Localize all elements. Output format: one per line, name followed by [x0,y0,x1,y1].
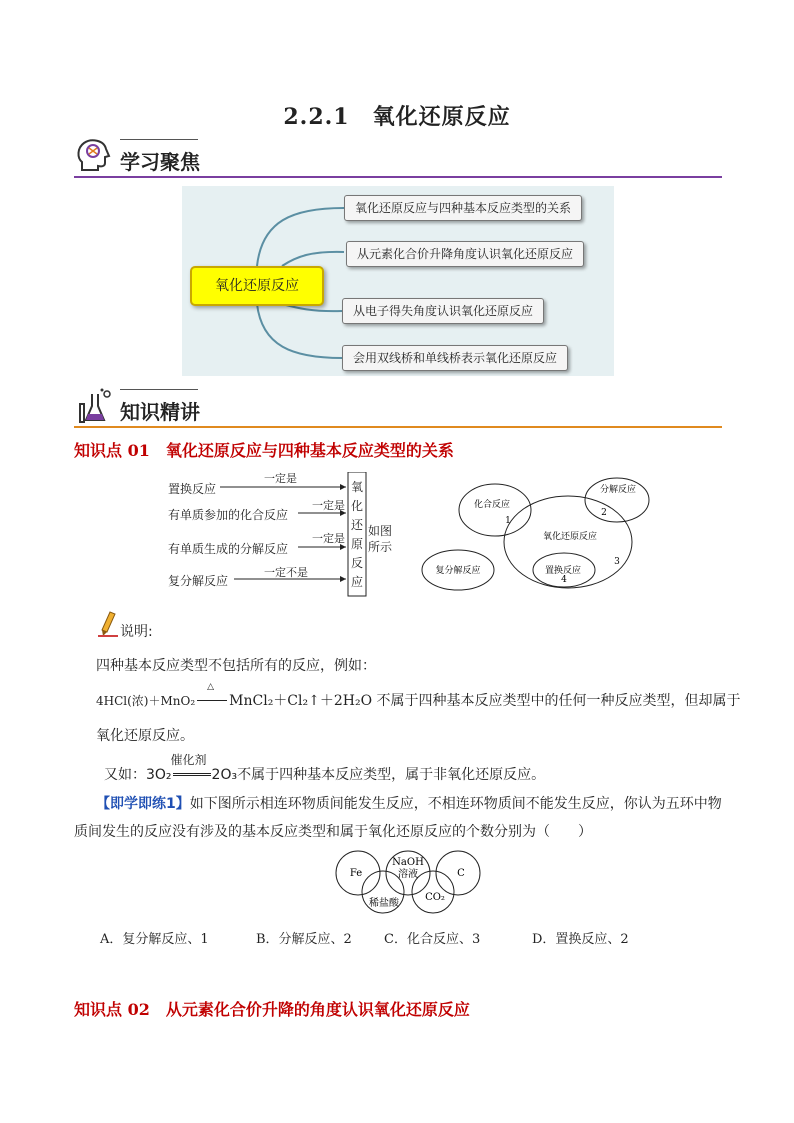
venn-number-3: 3 [614,557,620,567]
kp1-number: 知识点 01 [74,441,150,460]
kp2-number: 知识点 02 [74,1000,150,1019]
relation-arrow-label-1: 一定是 [264,472,297,485]
mindmap-center: 氧化还原反应 [190,266,324,306]
explain-line-1: 四种基本反应类型不包括所有的反应，例如： [96,658,376,674]
relation-left-4: 复分解反应 [168,574,229,588]
focus-section-header [74,136,722,178]
practice-tag: 【即学即练1】 [96,796,190,812]
kp2-heading [74,997,470,1020]
explain-label: 说明: [120,624,153,640]
relation-result-box: 氧 化 还 原 反 应 [350,480,363,589]
ring-fe: Fe [349,868,363,879]
five-rings-diagram [330,848,500,918]
lecture-section-header [74,386,722,428]
brain-head-icon [74,136,114,176]
pencil-icon [96,610,120,638]
mindmap-branch-2: 从元素化合价升降角度认识氧化还原反应 [346,241,584,267]
option-b[interactable]: B．分解反应、2 [256,932,352,947]
venn-decomposition-label: 分解反应 [599,485,637,495]
ring-c: C [457,868,465,879]
kp1-heading [74,438,454,461]
mindmap-branch-1: 氧化还原反应与四种基本反应类型的关系 [344,195,582,221]
practice-line-2: 质间发生的反应没有涉及的基本反应类型和属于氧化还原反应的个数分别为（ ） [74,824,592,840]
ring-hcl: 稀盐酸 [369,898,399,909]
relation-diagram [168,472,398,600]
ring-co2: CO₂ [425,892,445,903]
venn-double-label: 复分解反应 [435,566,481,576]
option-c[interactable]: C．化合反应、3 [384,932,481,947]
venn-number-2: 2 [601,508,607,518]
mindmap-branch-3: 从电子得失角度认识氧化还原反应 [342,298,544,324]
venn-redox-label: 氧化还原反应 [542,532,598,542]
flask-icon [74,386,114,426]
relation-arrow-label-3: 一定是 [312,532,345,545]
explain-equation-1: 4HCl(浓)＋MnO₂ △ MnCl₂＋Cl₂↑＋2H₂O 不属于四种基本反应类型中的任何一种反应类型，但却属于 [96,682,741,709]
relation-arrow-label-4: 一定不是 [264,566,308,579]
relation-note-2: 所示 [368,540,393,554]
lecture-heading: 知识精讲 [120,400,200,424]
relation-note-1: 如图 [368,524,393,538]
heat-condition: △ [197,690,227,701]
kp1-title: 氧化还原反应与四种基本反应类型的关系 [165,441,454,460]
ring-naoh: NaOH [392,857,424,868]
relation-arrow-label-2: 一定是 [312,499,345,512]
focus-heading: 学习聚焦 [120,150,200,174]
catalyst-condition: 催化剂 [173,763,211,776]
explain-line-3: 氧化还原反应。 [96,728,194,744]
relation-left-2: 有单质参加的化合反应 [168,508,289,522]
venn-diagram [420,472,660,602]
lecture-divider [74,426,722,428]
mindmap [182,186,614,376]
kp2-title: 从元素化合价升降的角度认识氧化还原反应 [165,1000,470,1019]
option-a[interactable]: A．复分解反应、1 [100,932,209,947]
relation-left-1: 置换反应 [168,482,217,496]
venn-number-1: 1 [505,516,511,526]
venn-combination-label: 化合反应 [473,500,511,510]
venn-combination-ellipse [459,484,531,536]
venn-number-4: 4 [561,575,567,585]
relation-left-3: 有单质生成的分解反应 [168,542,289,556]
mindmap-branch-4: 会用双线桥和单线桥表示氧化还原反应 [342,345,568,371]
venn-displacement-label: 置换反应 [544,566,582,576]
option-d[interactable]: D．置换反应、2 [532,932,629,947]
practice-line-1: 【即学即练1】如下图所示相连环物质间能发生反应，不相连环物质间不能发生反应，你认为五环中物 [96,796,722,812]
ring-solution: 溶液 [398,869,418,880]
focus-divider [74,176,722,178]
explain-equation-2: 又如：3O₂ 催化剂 2O₃不属于四种基本反应类型，属于非氧化还原反应。 [104,753,546,783]
page-title: 2.2.1 氧化还原反应 [283,104,511,130]
